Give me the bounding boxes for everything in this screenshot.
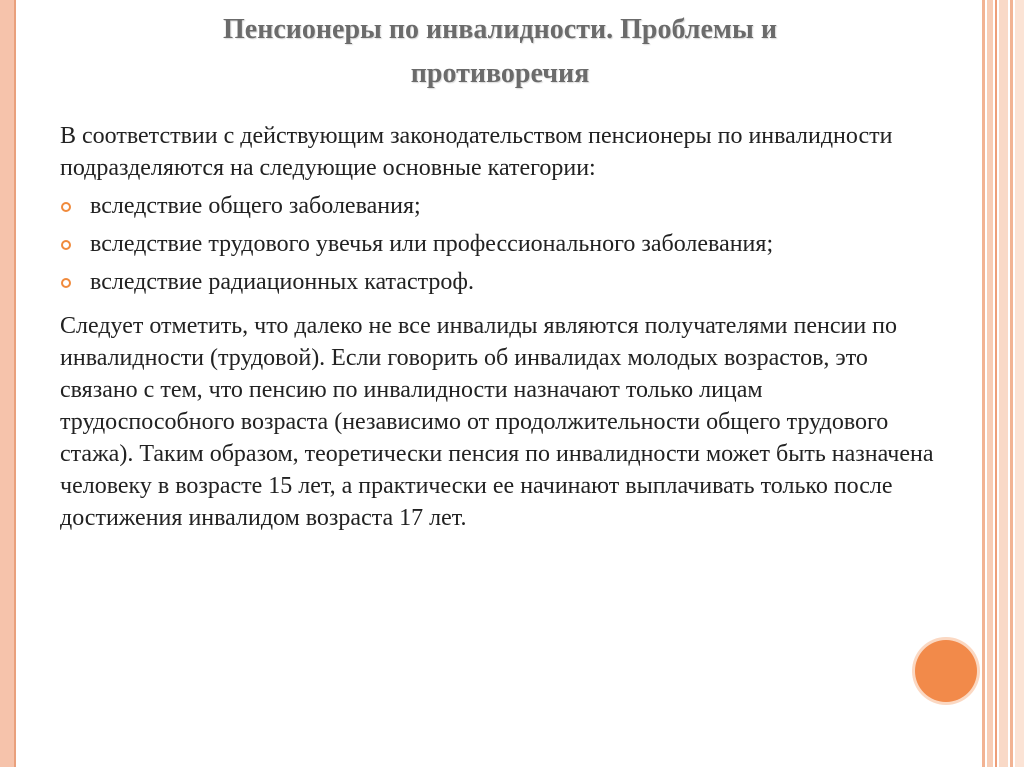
bullet-ring-icon	[61, 278, 71, 288]
list-item	[60, 266, 940, 298]
right-stripe	[987, 0, 993, 767]
left-border-strip	[0, 0, 14, 767]
bullet-ring-icon	[61, 240, 71, 250]
slide-title	[60, 8, 940, 96]
slide-body	[60, 120, 940, 534]
left-border-line	[14, 0, 16, 767]
list-item-text: вследствие трудового увечья или профессионального заболевания;	[90, 231, 774, 257]
list-item	[60, 228, 940, 260]
decorative-circle	[915, 640, 977, 702]
right-stripe	[999, 0, 1008, 767]
list-item-text: вследствие радиационных катастроф.	[90, 269, 474, 295]
bullet-ring-icon	[61, 202, 71, 212]
title-line-1: Пенсионеры по инвалидности. Проблемы и	[223, 14, 777, 45]
right-stripe	[1010, 0, 1013, 767]
right-stripe	[982, 0, 985, 767]
right-stripe	[1015, 0, 1024, 767]
intro-paragraph: В соответствии с действующим законодательством пенсионеры по инвалидности подразделяются на следующие основные категории:	[60, 123, 893, 181]
body-paragraph: Следует отметить, что далеко не все инвалиды являются получателями пенсии по инвалидности (трудовой). Если говорить об инвалидах молодых возрастов, это связано с тем, что пенсию по инвалидности назначают только лицам трудоспособного возраста (независимо от продолжительности общего трудового стажа). Таким образом, теоретически пенсия по инвалидности может быть назначена человеку в возрасте 15 лет, а практически ее начинают выплачивать только после достижения инвалидом возраста 17 лет.	[60, 313, 934, 531]
title-line-2: противоречия	[410, 58, 590, 89]
right-stripe	[995, 0, 997, 767]
category-list	[60, 190, 940, 298]
list-item	[60, 190, 940, 222]
list-item-text: вследствие общего заболевания;	[90, 193, 421, 219]
